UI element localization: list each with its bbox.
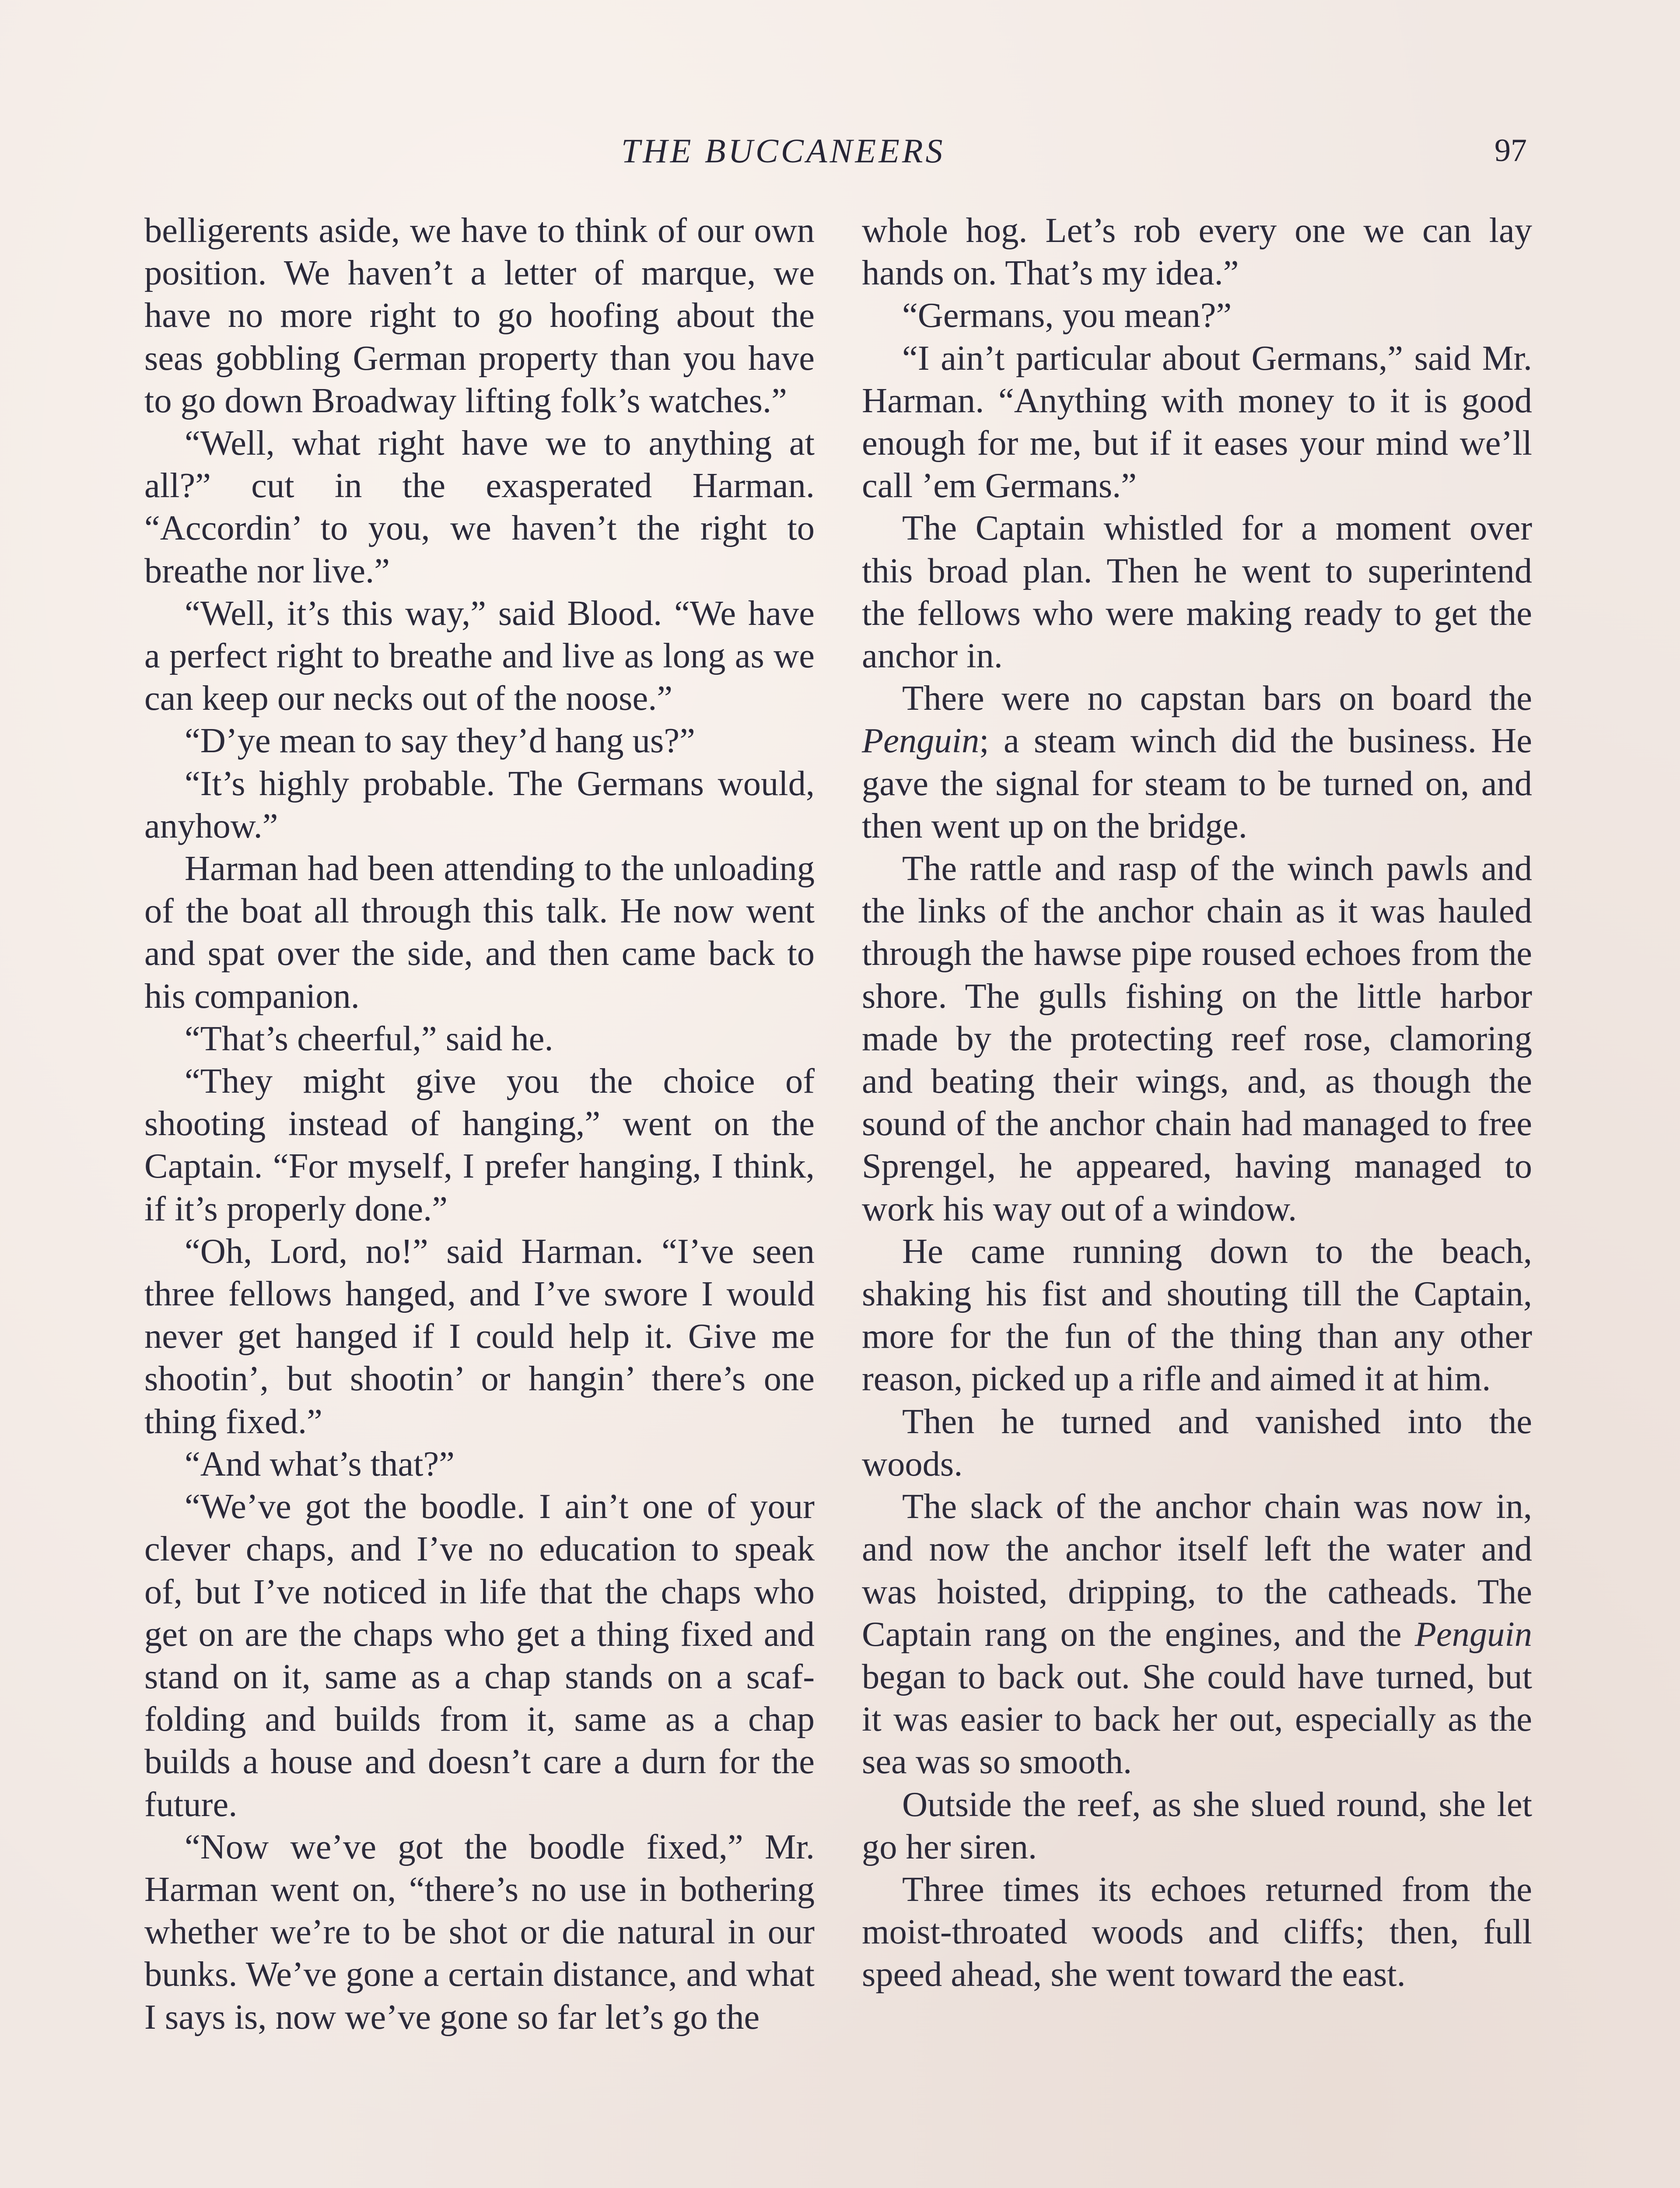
paragraph: “And what’s that?” — [185, 1444, 455, 1483]
running-title: THE BUCCANEERS — [621, 132, 945, 170]
paragraph: “Germans, you mean?” — [902, 296, 1232, 335]
paragraph: “It’s highly probable. The Germans would, anyhow.” — [144, 764, 815, 845]
paragraph: “We’ve got the boodle. I ain’t one of your clever chaps, and I’ve no education to speak of, but I’ve noticed in life that the chaps who get on are the chaps who get a thing fixed and stand on it, same as a chap stands on a scaffolding and builds from it, same as a chap builds a house and doesn’t care a durn for the future. — [144, 1487, 815, 1824]
right-column — [862, 209, 1532, 1996]
paragraph: There were no capstan bars on board the Penguin; a steam winch did the business. He gave the signal for steam to be turned on, and then went up on the bridge. — [862, 679, 1532, 845]
paragraph: Outside the reef, as she slued round, she let go her siren. — [862, 1785, 1532, 1866]
ship-name: Penguin — [862, 721, 980, 761]
ship-name: Penguin — [1414, 1614, 1532, 1654]
paragraph: Three times its echoes returned from the moist-throated woods and cliffs; then, full speed ahead, she went toward the east. — [862, 1869, 1532, 1994]
paragraph: The slack of the anchor chain was now in, and now the anchor itself left the water and was hoisted, dripping, to the catheads. The Captain rang on the engines, and the Penguin began to back out. She could have turned, but it was easier to back her out, especially as the sea was so smooth. — [862, 1487, 1532, 1781]
paragraph: The rattle and rasp of the winch pawls and the links of the anchor chain as it was hauled through the hawse pipe roused echoes from the shore. The gulls fishing on the little harbor made by the protecting reef rose, clamoring and beating their wings, and, as though the sound of the anchor chain had managed to free Sprengel, he appeared, having managed to work his way out of a window. — [862, 849, 1532, 1228]
paragraph: “They might give you the choice of shooting instead of hanging,” went on the Captain. “For myself, I prefer hanging, I think, if it’s properly done.” — [144, 1062, 815, 1228]
page-number: 97 — [1494, 133, 1527, 168]
paragraph: “I ain’t particular about Germans,” said Mr. Harman. “Anything with money to it is good enough for me, but if it eases your mind we’ll call ’em Germans.” — [862, 338, 1532, 505]
paragraph: Harman had been attending to the unloading of the boat all through this talk. He now went and spat over the side, and then came back to his companion. — [144, 849, 815, 1016]
paragraph: He came running down to the beach, shaking his fist and shouting till the Captain, more for the fun of the thing than any other reason, picked up a rifle and aimed it at him. — [862, 1231, 1532, 1399]
paragraph: “That’s cheerful,” said he. — [185, 1019, 553, 1058]
paragraph: Then he turned and vanished into the woods. — [862, 1402, 1532, 1483]
paragraph: “Well, what right have we to anything at all?” cut in the exasperated Harman. “Accordin’ to you, we haven’t the right to breathe nor live.” — [144, 424, 815, 590]
paragraph: “Now we’ve got the boodle fixed,” Mr. Harman went on, “there’s no use in bothering whether we’re to be shot or die natural in our bunks. We’ve gone a certain distance, and what I says is, now we’ve gone so far let’s go the — [144, 1827, 815, 2037]
paragraph: “Oh, Lord, no!” said Harman. “I’ve seen three fellows hanged, and I’ve swore I would never get hanged if I could help it. Give me shootin’, but shootin’ or hangin’ there’s one thing fixed.” — [144, 1231, 815, 1441]
paragraph: whole hog. Let’s rob every one we can lay hands on. That’s my idea.” — [862, 211, 1532, 293]
page-header — [0, 131, 1680, 179]
left-column — [144, 209, 815, 2038]
paragraph: “D’ye mean to say they’d hang us?” — [185, 721, 695, 761]
paragraph: The Captain whistled for a moment over this broad plan. Then he went to superintend the fellows who were making ready to get the anchor in. — [862, 508, 1532, 676]
paragraph: “Well, it’s this way,” said Blood. “We have a perfect right to breathe and live as long as we can keep our necks out of the noose.” — [144, 593, 815, 718]
paragraph: belligerents aside, we have to think of our own position. We haven’t a letter of marque, we have no more right to go hoofing about the seas gobbling German property than you have to go down Broadway lifting folk’s watches.” — [144, 211, 815, 420]
